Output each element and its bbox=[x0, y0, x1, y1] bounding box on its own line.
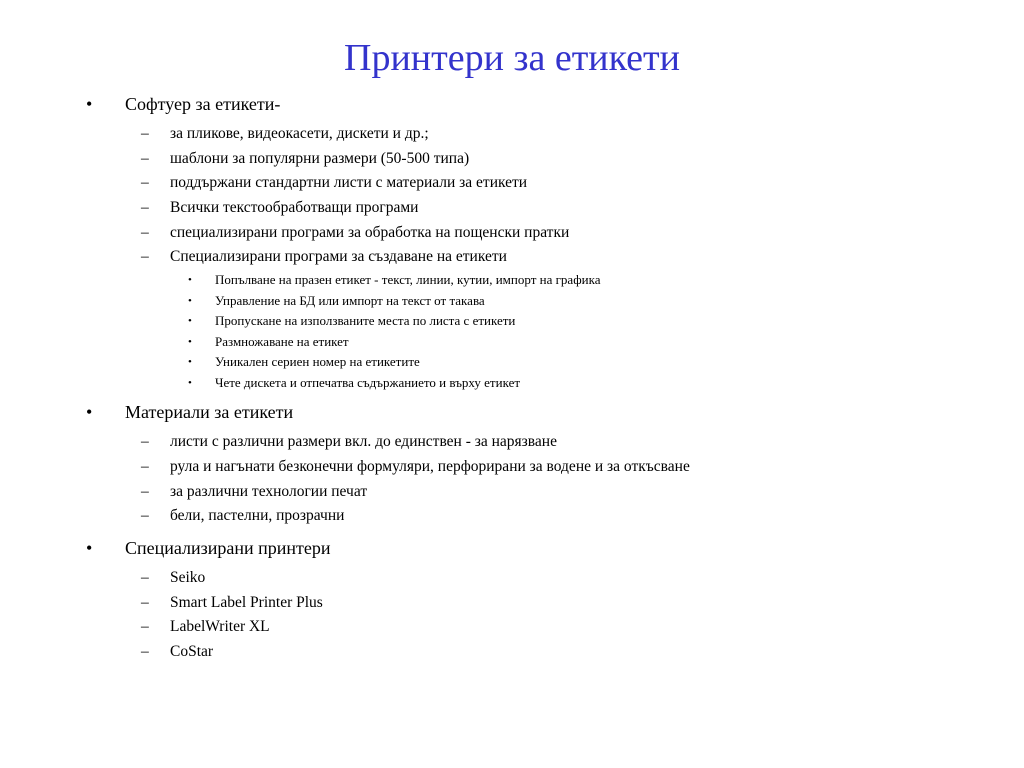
dash-icon: – bbox=[141, 199, 149, 217]
dash-icon: – bbox=[141, 457, 149, 475]
bullet-icon: • bbox=[188, 315, 192, 328]
bullet-text: Попълване на празен етикет - текст, линии, кутии, импорт на графика bbox=[215, 272, 601, 288]
bullet-text: Управление на БД или импорт на текст от такава bbox=[215, 292, 485, 308]
dash-icon: – bbox=[141, 125, 149, 142]
bullet-text: Smart Label Printer Plus bbox=[170, 593, 323, 611]
bullet-icon: • bbox=[86, 94, 93, 114]
dash-icon: – bbox=[141, 223, 149, 241]
bullet-icon: • bbox=[86, 402, 93, 423]
bullet-text: Специализирани програми за създаване на етикети bbox=[170, 248, 507, 266]
bullet-text: за различни технологии печат bbox=[170, 482, 368, 500]
dash-icon: – bbox=[141, 507, 149, 525]
bullet-text: листи с различни размери вкл. до единствен - за нарязване bbox=[170, 433, 557, 451]
dash-icon: – bbox=[141, 568, 149, 586]
bullet-text: Размножаване на етикет bbox=[215, 333, 349, 349]
bullet-level3 bbox=[0, 332, 1024, 353]
bullet-icon: • bbox=[188, 376, 192, 389]
bullet-level2 bbox=[0, 245, 1024, 270]
bullet-icon: • bbox=[188, 294, 192, 307]
bullet-level2 bbox=[0, 480, 1024, 505]
bullet-level3 bbox=[0, 270, 1024, 291]
bullet-level1 bbox=[0, 535, 1024, 561]
bullet-level2 bbox=[0, 455, 1024, 480]
dash-icon: – bbox=[141, 174, 149, 192]
bullet-text: Специализирани принтери bbox=[125, 537, 331, 558]
dash-icon: – bbox=[141, 642, 149, 660]
bullet-text: шаблони за популярни размери (50-500 типа) bbox=[170, 149, 470, 167]
bullet-level2 bbox=[0, 640, 1024, 665]
dash-icon: – bbox=[141, 149, 149, 167]
bullet-level3 bbox=[0, 352, 1024, 373]
bullet-text: CoStar bbox=[170, 642, 214, 660]
bullet-level3 bbox=[0, 373, 1024, 394]
bullet-text: поддържани стандартни листи с материали за етикети bbox=[170, 174, 528, 192]
dash-icon: – bbox=[141, 618, 149, 636]
bullet-text: Пропускане на използваните места по листа с етикети bbox=[215, 313, 516, 329]
bullet-level3 bbox=[0, 291, 1024, 312]
dash-icon: – bbox=[141, 482, 149, 500]
bullet-level1 bbox=[0, 399, 1024, 425]
bullet-icon: • bbox=[188, 274, 192, 287]
bullet-text: Всички текстообработващи програми bbox=[170, 199, 419, 217]
dash-icon: – bbox=[141, 248, 149, 266]
bullet-level2 bbox=[0, 430, 1024, 455]
bullet-text: LabelWriter XL bbox=[170, 618, 270, 636]
bullet-icon: • bbox=[188, 335, 192, 348]
bullet-text: Софтуер за етикети- bbox=[125, 94, 281, 114]
bullet-icon: • bbox=[86, 537, 93, 558]
bullet-level2 bbox=[0, 122, 1024, 147]
slide-content bbox=[0, 91, 1024, 665]
dash-icon: – bbox=[141, 593, 149, 611]
bullet-text: рула и нагънати безконечни формуляри, перфорирани за водене и за откъсване bbox=[170, 457, 690, 475]
bullet-icon: • bbox=[188, 356, 192, 369]
bullet-level2 bbox=[0, 147, 1024, 172]
bullet-level2 bbox=[0, 171, 1024, 196]
bullet-level2 bbox=[0, 591, 1024, 616]
bullet-text: Уникален сериен номер на етикетите bbox=[215, 354, 420, 370]
bullet-text: специализирани програми за обработка на пощенски пратки bbox=[170, 223, 570, 241]
bullet-level2 bbox=[0, 221, 1024, 246]
dash-icon: – bbox=[141, 433, 149, 451]
bullet-level1 bbox=[0, 91, 1024, 117]
bullet-level2 bbox=[0, 615, 1024, 640]
bullet-level2 bbox=[0, 504, 1024, 529]
bullet-text: Материали за етикети bbox=[125, 402, 294, 423]
bullet-level3 bbox=[0, 311, 1024, 332]
bullet-text: Seiko bbox=[170, 568, 206, 586]
bullet-level2 bbox=[0, 196, 1024, 221]
bullet-level2 bbox=[0, 566, 1024, 591]
bullet-text: Чете дискета и отпечатва съдържанието и върху етикет bbox=[215, 374, 521, 390]
bullet-text: за пликове, видеокасети, дискети и др.; bbox=[170, 125, 429, 142]
slide-title: Принтери за етикети bbox=[344, 37, 680, 79]
bullet-text: бели, пастелни, прозрачни bbox=[170, 507, 345, 525]
